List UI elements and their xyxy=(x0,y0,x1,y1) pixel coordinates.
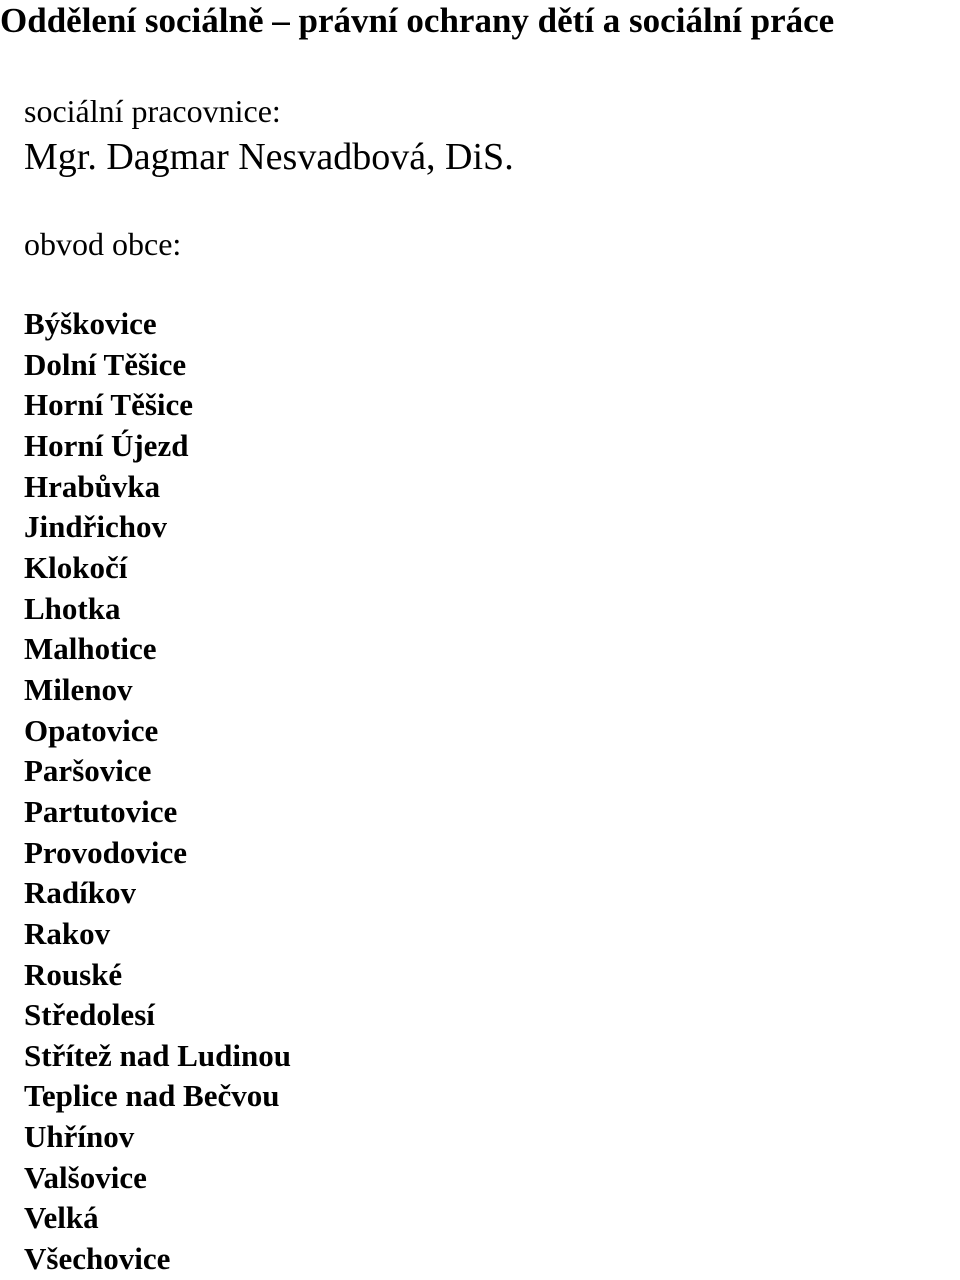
village-item: Jindřichov xyxy=(24,509,167,545)
village-item: Valšovice xyxy=(24,1159,147,1195)
district-label: obvod obce: xyxy=(24,226,182,262)
village-item: Milenov xyxy=(24,671,133,707)
village-item: Všechovice xyxy=(24,1241,171,1277)
village-item: Partutovice xyxy=(24,793,178,829)
village-item: Horní Těšice xyxy=(24,387,194,423)
village-item: Opatovice xyxy=(24,712,159,748)
village-item: Rouské xyxy=(24,956,123,992)
social-worker-name: Mgr. Dagmar Nesvadbová, DiS. xyxy=(24,136,514,178)
village-item: Rakov xyxy=(24,915,111,951)
village-list xyxy=(24,304,291,1280)
village-item: Teplice nad Bečvou xyxy=(24,1078,280,1114)
village-item: Klokočí xyxy=(24,549,128,585)
village-item: Uhřínov xyxy=(24,1119,135,1155)
village-item: Horní Újezd xyxy=(24,427,189,463)
village-item: Radíkov xyxy=(24,875,136,911)
village-item: Velká xyxy=(24,1200,99,1236)
social-worker-label: sociální pracovnice: xyxy=(24,93,281,129)
village-item: Býškovice xyxy=(24,306,157,341)
village-item: Střítež nad Ludinou xyxy=(24,1037,292,1073)
village-item: Paršovice xyxy=(24,753,152,789)
village-item: Hrabůvka xyxy=(24,468,161,504)
village-item: Provodovice xyxy=(24,834,188,870)
village-item: Středolesí xyxy=(24,997,155,1033)
page-title: Oddělení sociálně – právní ochrany dětí a sociální práce xyxy=(0,1,835,40)
village-item: Dolní Těšice xyxy=(24,346,187,382)
village-item: Malhotice xyxy=(24,631,157,667)
village-item: Lhotka xyxy=(24,590,121,626)
